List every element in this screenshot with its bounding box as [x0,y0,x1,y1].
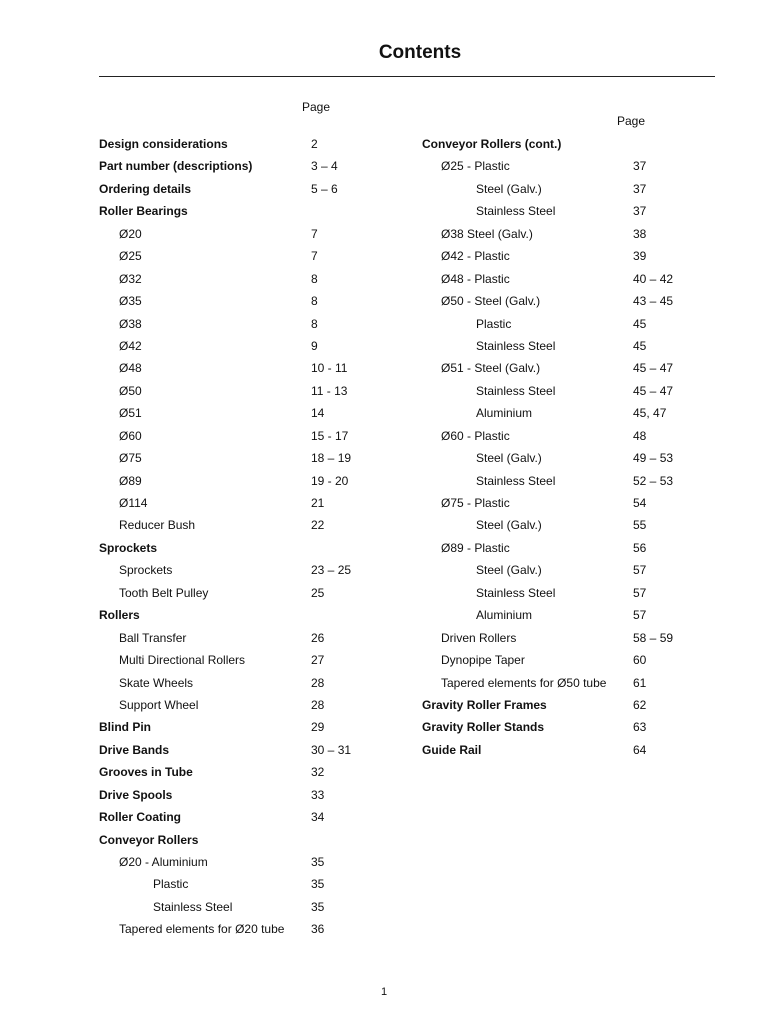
toc-entry-label: Ø50 [119,383,142,398]
toc-entry-label: Ø25 [119,249,142,264]
toc-entry-label: Multi Directional Rollers [119,653,246,668]
toc-entry-label: Blind Pin [99,720,151,735]
toc-entry-label: Ø89 - Plastic [441,540,510,555]
toc-entry-page: 35 [311,899,325,914]
toc-entry-label: Ø51 - Steel (Galv.) [441,361,541,376]
toc-entry-label: Ø48 - Plastic [441,271,510,286]
toc-entry-page: 64 [633,742,647,757]
toc-entry-label: Ball Transfer [119,630,187,645]
toc-entry-label: Driven Rollers [441,630,517,645]
toc-entry-page: 55 [633,518,647,533]
page-number: 1 [380,986,388,998]
toc-entry-label: Ø42 [119,338,142,353]
toc-entry-label: Ø75 [119,451,142,466]
toc-entry-page: 49 – 53 [633,451,674,466]
toc-entry-label: Conveyor Rollers [99,832,199,847]
toc-entry-page: 8 [311,316,318,331]
toc-entry-page: 43 – 45 [633,294,674,309]
toc-entry-page: 57 [633,608,647,623]
toc-entry-page: 19 - 20 [311,473,349,488]
toc-entry-label: Plastic [476,316,512,331]
toc-entry-label: Sprockets [99,540,158,555]
toc-entry-page: 21 [311,496,325,510]
toc-entry-page: 40 – 42 [633,271,674,286]
toc-entry-page: 54 [633,496,647,510]
toc-entry-label: Support Wheel [119,697,199,712]
toc-entry-page: 8 [311,271,318,286]
toc-entry-label: Steel (Galv.) [476,563,542,578]
toc-entry-label: Ø51 [119,406,142,421]
toc-entry-page: 35 [311,877,325,892]
title-divider [99,76,715,77]
toc-entry-page: 45 – 47 [633,383,674,398]
toc-entry-label: Reducer Bush [119,518,196,533]
toc-entry-page: 57 [633,585,647,600]
toc-entry-label: Drive Bands [99,742,170,757]
toc-entry-page: 37 [633,159,647,174]
toc-entry-page: 58 – 59 [633,630,674,645]
toc-entry-label: Roller Bearings [99,204,188,219]
toc-entry-page: 36 [311,922,325,937]
toc-entry-page: 11 - 13 [311,383,348,398]
toc-entry-page: 38 [633,226,647,241]
toc-entry-page: 22 [311,518,325,533]
toc-entry-page: 26 [311,630,325,645]
toc-entry-label: Stainless Steel [476,383,556,398]
toc-entry-label: Ø20 [119,226,142,241]
toc-entry-page: 57 [633,563,647,578]
toc-entry-label: Design considerations [99,137,228,151]
toc-entry-label: Ø48 [119,361,142,376]
toc-entry-label: Ø75 - Plastic [441,496,510,510]
toc-entry-label: Aluminium [476,406,533,421]
toc-entry-label: Conveyor Rollers (cont.) [422,137,562,151]
toc-entry-label: Ø42 - Plastic [441,249,510,264]
toc-entry-page: 61 [633,675,647,690]
toc-entry-label: Stainless Steel [476,473,556,488]
right-page-column-header: Page [617,114,646,128]
toc-entry-label: Guide Rail [422,742,482,757]
toc-entry-page: 25 [311,585,325,600]
toc-entry-page: 8 [311,294,318,309]
toc-entry-label: Stainless Steel [153,899,233,914]
toc-entry-page: 2 [311,137,318,151]
toc-entry-page: 33 [311,787,325,802]
toc-entry-label: Ø20 - Aluminium [119,855,208,869]
toc-entry-page: 37 [633,181,647,196]
toc-entry-label: Sprockets [119,563,173,578]
toc-entry-label: Gravity Roller Stands [422,720,545,735]
left-page-column-header: Page [302,100,331,114]
toc-entry-page: 63 [633,720,647,735]
toc-entry-page: 18 – 19 [311,451,352,466]
toc-entry-label: Stainless Steel [476,204,556,219]
toc-entry-page: 39 [633,249,647,264]
toc-entry-label: Drive Spools [99,787,173,802]
toc-entry-page: 7 [311,249,318,264]
toc-entry-label: Ordering details [99,181,192,196]
toc-entry-label: Roller Coating [99,810,182,825]
toc-entry-label: Skate Wheels [119,675,194,690]
toc-entry-label: Ø60 [119,428,142,443]
toc-entry-page: 45 [633,316,647,331]
toc-entry-page: 7 [311,226,318,241]
toc-entry-label: Gravity Roller Frames [422,697,547,712]
toc-entry-page: 5 – 6 [311,181,338,196]
toc-entry-page: 62 [633,697,647,712]
toc-entry-label: Steel (Galv.) [476,518,542,533]
page-title: Contents [378,42,462,63]
toc-entry-page: 10 - 11 [311,361,348,376]
toc-entry-label: Ø38 Steel (Galv.) [441,226,533,241]
toc-entry-page: 56 [633,540,647,555]
toc-entry-page: 28 [311,697,325,712]
toc-entry-label: Ø60 - Plastic [441,428,510,443]
toc-entry-label: Plastic [153,877,189,892]
toc-entry-page: 35 [311,855,325,869]
toc-entry-label: Stainless Steel [476,338,556,353]
toc-entry-page: 45 – 47 [633,361,674,376]
toc-entry-page: 32 [311,765,325,780]
toc-entry-label: Part number (descriptions) [99,159,253,174]
toc-entry-label: Ø50 - Steel (Galv.) [441,294,541,309]
toc-entry-label: Ø114 [119,496,148,510]
toc-entry-page: 14 [311,406,325,421]
toc-entry-label: Steel (Galv.) [476,181,542,196]
toc-entry-page: 3 – 4 [311,159,338,174]
toc-entry-label: Aluminium [476,608,533,623]
toc-entry-page: 30 – 31 [311,742,352,757]
toc-entry-label: Ø89 [119,473,142,488]
toc-entry-label: Stainless Steel [476,585,556,600]
toc-entry-label: Tooth Belt Pulley [119,585,209,600]
toc-entry-label: Dynopipe Taper [441,653,525,668]
toc-entry-page: 45, 47 [633,406,667,421]
toc-entry-page: 52 – 53 [633,473,674,488]
toc-entry-page: 15 - 17 [311,428,349,443]
toc-entry-label: Steel (Galv.) [476,451,542,466]
toc-entry-label: Rollers [99,608,140,623]
toc-entry-page: 29 [311,720,325,735]
toc-entry-label: Tapered elements for Ø20 tube [119,922,285,937]
toc-entry-page: 9 [311,338,318,353]
toc-entry-page: 23 – 25 [311,563,352,578]
toc-entry-page: 27 [311,653,325,668]
toc-entry-label: Ø32 [119,271,142,286]
toc-entry-label: Grooves in Tube [99,765,193,780]
toc-entry-label: Ø38 [119,316,142,331]
toc-entry-page: 48 [633,428,647,443]
toc-entry-page: 34 [311,810,325,825]
toc-entry-page: 45 [633,338,647,353]
toc-entry-label: Tapered elements for Ø50 tube [441,675,607,690]
toc-entry-label: Ø25 - Plastic [441,159,510,174]
toc-entry-page: 60 [633,653,647,668]
toc-entry-page: 37 [633,204,647,219]
toc-entry-page: 28 [311,675,325,690]
toc-entry-label: Ø35 [119,294,142,309]
